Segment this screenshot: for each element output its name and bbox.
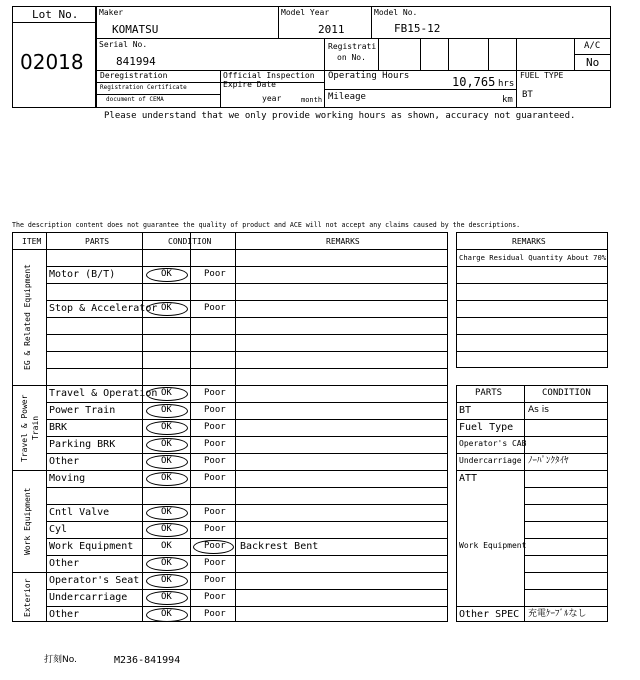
condition-ok: OK [161, 269, 172, 279]
fuel-type-value: BT [522, 90, 533, 100]
condition-poor: Poor [204, 609, 226, 619]
part-label: Undercarriage [49, 591, 128, 603]
selected-ok-circle [146, 268, 188, 282]
condition-poor: Poor [204, 422, 226, 432]
part-label: Stop & Accelerator [49, 302, 158, 314]
selected-poor-circle [193, 540, 234, 554]
condition-poor: Poor [204, 507, 226, 517]
right-part-label: Operator's CAB [459, 439, 527, 448]
remark-line-battery: Charge Residual Quantity About 70% [459, 253, 607, 262]
condition-ok: OK [161, 439, 172, 449]
condition-ok: OK [161, 592, 172, 602]
selected-ok-circle [146, 557, 188, 571]
part-label: Work Equipment [49, 540, 134, 552]
condition-ok: OK [161, 609, 172, 619]
right-part-condition: As is [528, 405, 549, 415]
selected-ok-circle [146, 591, 188, 605]
condition-ok: OK [161, 507, 172, 517]
condition-ok: OK [161, 303, 172, 313]
selected-ok-circle [146, 523, 188, 537]
right-part-label: BT [459, 405, 472, 416]
group-label-work-equipment: Work Equipment [23, 487, 32, 556]
maker-label: Maker [99, 8, 124, 17]
part-label: Other [49, 608, 80, 620]
right-part-label: Undercarriage [459, 456, 522, 465]
registration-label-line2: on No. [337, 53, 366, 62]
official-inspection-label-line1: Official Inspection [223, 71, 315, 80]
row-remark: Backrest Bent [240, 540, 319, 552]
right-part-label: ATT [459, 473, 478, 484]
condition-poor: Poor [204, 473, 226, 483]
right-part-condition: ﾉｰﾊﾟﾝｸﾀｲﾔ [528, 456, 569, 466]
condition-poor: Poor [204, 303, 226, 313]
condition-ok: OK [161, 456, 172, 466]
disclaimer-text: The description content does not guarantee the quality of product and ACE will not accept any claims caused by the descriptions. [12, 221, 521, 229]
lot-number: 02018 [20, 50, 84, 74]
condition-poor: Poor [204, 388, 226, 398]
km-unit: km [502, 95, 513, 105]
part-label: Cntl Valve [49, 506, 110, 518]
lot-label: Lot No. [32, 8, 79, 21]
condition-ok: OK [161, 422, 172, 432]
maker-value: KOMATSU [112, 23, 159, 36]
group-label-travel-power-train: Travel & Power Train [20, 394, 40, 462]
part-label: Other [49, 455, 80, 467]
condition-ok: OK [161, 541, 172, 551]
operating-hours-value: 10,765 [452, 75, 496, 89]
condition-poor: Poor [204, 269, 226, 279]
col-header-item: ITEM [22, 237, 42, 246]
right-part-label: Work Equipment [459, 541, 527, 550]
stamp-number-label: 打刻No. [44, 655, 77, 665]
part-label: Power Train [49, 404, 116, 416]
col-header-remarks: REMARKS [326, 237, 360, 246]
condition-poor: Poor [204, 592, 226, 602]
condition-ok: OK [161, 524, 172, 534]
model-no-label: Model No. [374, 8, 418, 17]
ac-value: No [586, 56, 600, 69]
condition-poor: Poor [204, 541, 226, 551]
selected-ok-circle [146, 387, 188, 401]
deregistration-label: Deregistration [100, 71, 168, 80]
selected-ok-circle [146, 608, 188, 622]
group-label-eg-related-equipment: EG & Related Equipment [23, 264, 32, 371]
part-label: Moving [49, 472, 86, 484]
serial-label: Serial No. [99, 40, 148, 49]
registration-certificate-label: Registration Certificate [100, 84, 187, 91]
col-header-condition: CONDITION [168, 237, 212, 246]
selected-ok-circle [146, 421, 188, 435]
selected-ok-circle [146, 506, 188, 520]
condition-poor: Poor [204, 575, 226, 585]
condition-poor: Poor [204, 524, 226, 534]
right-remarks-header: REMARKS [512, 237, 546, 246]
model-no-value: FB15-12 [394, 22, 441, 35]
mileage-label: Mileage [328, 92, 366, 102]
condition-ok: OK [161, 558, 172, 568]
model-year-label: Model Year [281, 8, 330, 17]
part-label: Cyl [49, 523, 68, 535]
year-label: year [262, 94, 282, 103]
ac-label: A/C [584, 41, 601, 51]
selected-ok-circle [146, 455, 188, 469]
condition-ok: OK [161, 405, 172, 415]
month-label: month [301, 96, 323, 104]
cema-document-label: document of CEMA [106, 96, 164, 103]
right-part-label: Other SPEC [459, 609, 520, 620]
condition-ok: OK [161, 388, 172, 398]
registration-label-line1: Registrati [328, 42, 377, 51]
right-col-header-condition: CONDITION [542, 388, 591, 398]
selected-ok-circle [146, 472, 188, 486]
stamp-number-value: M236-841994 [114, 655, 181, 666]
condition-poor: Poor [204, 456, 226, 466]
part-label: Other [49, 557, 80, 569]
part-label: Travel & Operation [49, 387, 158, 399]
condition-poor: Poor [204, 405, 226, 415]
hours-notice: Please understand that we only provide working hours as shown, accuracy not guaranteed. [104, 111, 576, 121]
right-part-label: Fuel Type [459, 422, 514, 433]
right-col-header-parts: PARTS [475, 388, 503, 398]
condition-ok: OK [161, 575, 172, 585]
selected-ok-circle [146, 404, 188, 418]
fuel-type-label: FUEL TYPE [520, 71, 564, 80]
selected-ok-circle [146, 302, 188, 316]
serial-value: 841994 [116, 55, 156, 68]
condition-ok: OK [161, 473, 172, 483]
selected-ok-circle [146, 438, 188, 452]
right-part-condition: 充電ｹｰﾌﾞﾙなし [528, 609, 587, 619]
condition-poor: Poor [204, 558, 226, 568]
model-year-value: 2011 [318, 23, 345, 36]
condition-poor: Poor [204, 439, 226, 449]
group-label-exterior: Exterior [23, 578, 32, 617]
part-label: Parking BRK [49, 438, 116, 450]
part-label: Motor (B/T) [49, 268, 116, 280]
col-header-parts: PARTS [85, 237, 110, 246]
operating-hours-label: Operating Hours [328, 71, 410, 81]
official-inspection-label-line2: Expire Date [223, 80, 276, 89]
part-label: BRK [49, 421, 68, 433]
selected-ok-circle [146, 574, 188, 588]
hrs-unit: hrs [498, 79, 515, 89]
part-label: Operator's Seat [49, 574, 140, 586]
